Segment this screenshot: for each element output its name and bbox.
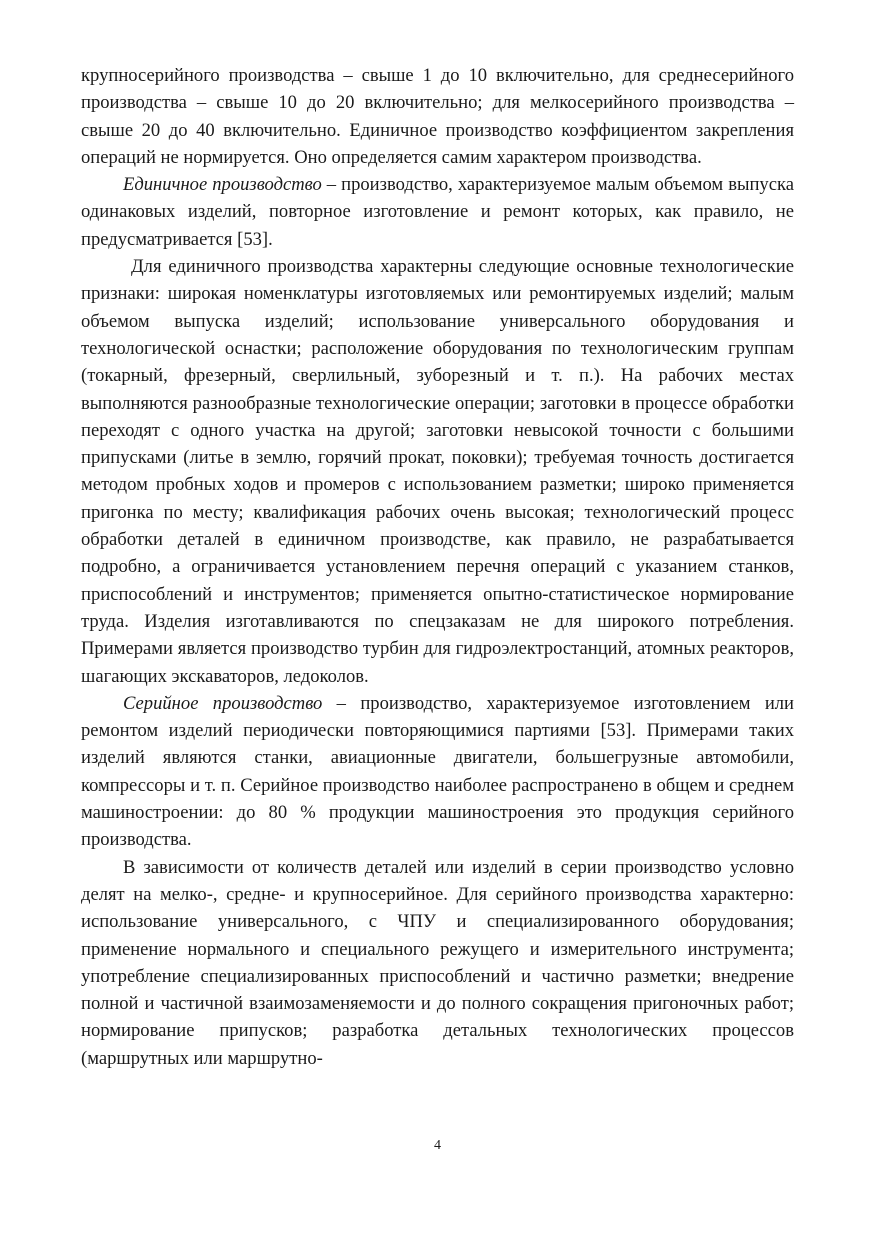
paragraph-text: – производство, характеризуемое изготовлением или ремонтом изделий периодически повторяющимися партиями [53]. Примерами таких изделий являются станки, авиационные двигатели, большегрузные автомобили, компрессоры и т. п. Серийное производство наиболее распространено в общем и среднем машиностроении: до 80 % продукции машиностроения это продукция серийного производства.: [81, 692, 794, 851]
paragraph-serial-production: [81, 690, 794, 854]
term-serial-production: Серийное производство: [123, 692, 323, 714]
paragraph-text: крупносерийного производства – свыше 1 до 10 включительно, для среднесерийного производства – свыше 10 до 20 включительно; для мелкосерийного производства – свыше 20 до 40 включительно. Единичное производство коэффициентом закрепления операций не нормируется. Оно определяется самим характером производства.: [81, 65, 794, 168]
document-page: [81, 62, 794, 1072]
paragraph-continuation: [81, 62, 794, 171]
paragraph-text: Для единичного производства характерны следующие основные технологические признаки: широкая номенклатуры изготовляемых или ремонтируемых изделий; малым объемом выпуска изделий; использование универсального оборудования и технологической оснастки; расположение оборудования по технологическим группам (токарный, фрезерный, сверлильный, зуборезный и т. п.). На рабочих местах выполняются разнообразные технологические операции; заготовки в процессе обработки переходят с одного участка на другой; заготовки невысокой точности с большими припусками (литье в землю, горячий прокат, поковки); требуемая точность достигается методом пробных ходов и промеров с использованием разметки; широко применяется пригонка по месту; квалификация рабочих очень высокая; технологический процесс обработки деталей в единичном производстве, как правило, не разрабатывается подробно, а ограничивается установлением перечня операций с указанием станков, приспособлений и инструментов; применяется опытно-статистическое нормирование труда. Изделия изготавливаются по спецзаказам не для широкого потребления. Примерами является производство турбин для гидроэлектростанций, атомных реакторов, шагающих экскаваторов, ледоколов.: [81, 256, 794, 687]
paragraph-unit-production: [81, 171, 794, 253]
paragraph-serial-features: [81, 854, 794, 1072]
paragraph-text: В зависимости от количеств деталей или изделий в серии производство условно делят на мелко-, средне- и крупносерийное. Для серийного производства характерно: использование универсального, с ЧПУ и специализированного оборудования; применение нормального и специального режущего и измерительного инструмента; употребление специализированных приспособлений и частично разметки; внедрение полной и частичной взаимозаменяемости и до полного сокращения пригоночных работ; нормирование припусков; разработка детальных технологических процессов (маршрутных или маршрутно-: [81, 856, 794, 1069]
paragraph-text: – производство, характеризуемое малым объемом выпуска одинаковых изделий, повторное изготовление и ремонт которых, как правило, не предусматривается [53].: [81, 174, 794, 250]
paragraph-unit-features: [81, 253, 794, 690]
page-number: 4: [434, 1138, 441, 1153]
term-unit-production: Единичное производство: [123, 174, 322, 196]
